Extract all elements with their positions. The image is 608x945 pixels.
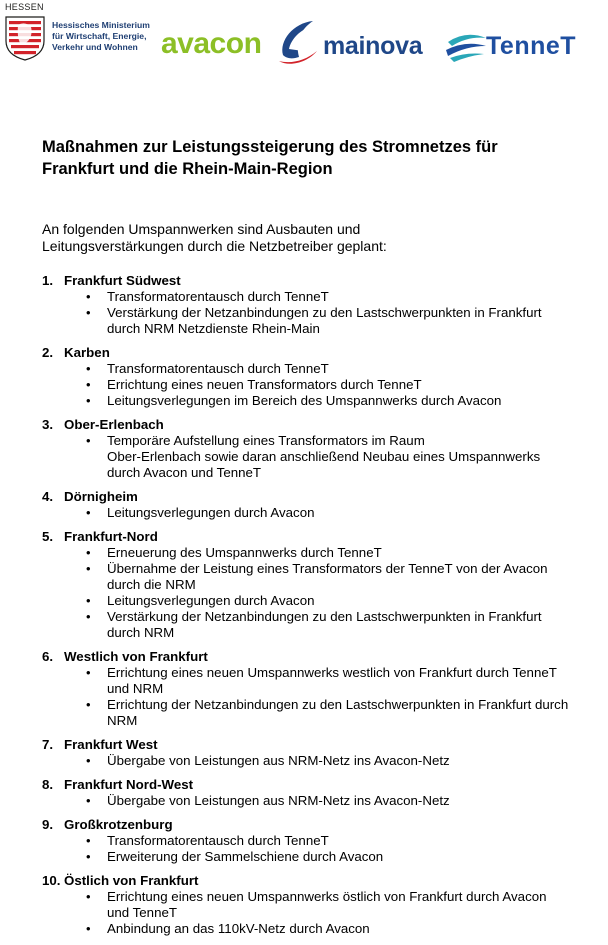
measure-line: NRM [107,713,138,728]
substation-name: Dörnigheim [64,489,138,504]
measure-line: durch NRM Netzdienste Rhein-Main [107,321,320,336]
substation-name: Frankfurt Südwest [64,273,181,288]
measure-item [42,665,582,697]
ministry-line: Verkehr und Wohnen [52,42,138,52]
measure-line: und NRM [107,681,164,696]
measure-item [42,793,582,809]
substation-number: 9. [42,817,54,832]
substation-number: 1. [42,273,54,288]
measure-line: • Erweiterung der Sammelschiene durch Avacon [107,849,384,864]
measure-item [42,833,582,849]
measure-item [42,305,582,337]
title-line: Maßnahmen zur Leistungssteigerung des Stromnetzes für [42,138,498,156]
substation-heading [42,649,582,665]
substation-item [42,817,582,865]
substation-number: 5. [42,529,54,544]
measure-list [42,753,582,769]
measure-line: • Verstärkung der Netzanbindungen zu den Lastschwerpunkten in Frankfurt [107,305,542,320]
document-body [42,136,582,945]
substation-name: Frankfurt West [64,737,158,752]
measure-line: • Leitungsverlegungen durch Avacon [107,593,315,608]
measure-line: • Verstärkung der Netzanbindungen zu den Lastschwerpunkten in Frankfurt [107,609,542,624]
substation-number: 3. [42,417,54,432]
hessen-wordmark: HESSEN [5,2,44,12]
tennet-logo: TenneT [486,32,577,60]
measure-line: und TenneT [107,905,177,920]
measure-line: • Erneuerung des Umspannwerks durch TenneT [107,545,382,560]
measure-line: • Temporäre Aufstellung eines Transformators im Raum [107,433,425,448]
measure-item [42,593,582,609]
measure-item [42,561,582,593]
substation-heading [42,817,582,833]
measure-list [42,545,582,641]
substation-heading [42,273,582,289]
ministry-name [52,20,162,53]
substation-number: 8. [42,777,54,792]
logo-strip [0,0,608,90]
substation-item [42,737,582,769]
substation-number: 2. [42,345,54,360]
substation-item [42,345,582,409]
measure-item [42,921,582,937]
substation-item [42,649,582,729]
measure-line: • Leitungsverlegungen im Bereich des Umspannwerks durch Avacon [107,393,502,408]
measure-line: • Errichtung eines neuen Umspannwerks westlich von Frankfurt durch TenneT [107,665,557,680]
substation-heading [42,489,582,505]
measure-line: • Transformatorentausch durch TenneT [107,361,329,376]
measure-list [42,889,582,937]
mainova-swoosh-icon [275,17,321,65]
measure-line: • Übernahme der Leistung eines Transformators der TenneT von der Avacon [107,561,548,576]
intro-line: An folgenden Umspannwerken sind Ausbauten und [42,221,361,237]
ministry-line: Hessisches Ministerium [52,20,150,30]
measure-line: • Errichtung eines neuen Umspannwerks östlich von Frankfurt durch Avacon [107,889,547,904]
measure-line: • Transformatorentausch durch TenneT [107,289,329,304]
substation-name: Westlich von Frankfurt [64,649,208,664]
substation-heading [42,737,582,753]
measure-line: • Übergabe von Leistungen aus NRM-Netz ins Avacon-Netz [107,793,450,808]
measure-item [42,545,582,561]
title-line: Frankfurt und die Rhein-Main-Region [42,160,333,178]
substation-item [42,489,582,521]
substation-heading [42,417,582,433]
substation-number: 10. [42,873,61,888]
substation-heading [42,873,582,889]
measure-list [42,833,582,865]
measure-line: durch NRM [107,625,175,640]
tennet-globe-icon [444,28,488,64]
measure-line: Ober-Erlenbach sowie daran anschließend Neubau eines Umspannwerks [107,449,541,464]
measure-line: durch die NRM [107,577,196,592]
measure-line: • Errichtung der Netzanbindungen zu den Lastschwerpunkten in Frankfurt durch [107,697,569,712]
substation-number: 7. [42,737,54,752]
substation-name: Großkrotzenburg [64,817,173,832]
document-title [42,136,582,180]
measure-list [42,433,582,481]
substation-item [42,417,582,481]
measure-line: durch Avacon und TenneT [107,465,262,480]
substation-heading [42,777,582,793]
measure-item [42,433,582,481]
substation-item [42,529,582,641]
measure-list [42,505,582,521]
substation-name: Frankfurt Nord-West [64,777,194,792]
measure-item [42,889,582,921]
substation-name: Östlich von Frankfurt [64,873,199,888]
measure-item [42,377,582,393]
substation-name: Karben [64,345,110,360]
measure-line: • Transformatorentausch durch TenneT [107,833,329,848]
substation-heading [42,345,582,361]
substation-list [42,273,582,937]
substation-number: 4. [42,489,54,504]
substation-item [42,273,582,337]
measure-item [42,849,582,865]
measure-list [42,361,582,409]
substation-item [42,873,582,937]
hessen-lion-shield-icon [4,15,46,61]
measure-item [42,753,582,769]
measure-line: • Anbindung an das 110kV-Netz durch Avacon [107,921,370,936]
substation-number: 6. [42,649,54,664]
substation-name: Ober-Erlenbach [64,417,164,432]
measure-item [42,289,582,305]
mainova-logo: mainova [323,32,423,60]
measure-list [42,665,582,729]
avacon-logo: avacon [161,27,262,60]
measure-item [42,505,582,521]
measure-list [42,289,582,337]
intro-line: Leitungsverstärkungen durch die Netzbetreiber geplant: [42,238,387,254]
measure-item [42,697,582,729]
measure-item [42,393,582,409]
measure-line: • Leitungsverlegungen durch Avacon [107,505,315,520]
intro-paragraph [42,221,402,255]
measure-item [42,609,582,641]
ministry-line: für Wirtschaft, Energie, [52,31,147,41]
substation-name: Frankfurt-Nord [64,529,158,544]
substation-item [42,777,582,809]
measure-line: • Errichtung eines neuen Transformators durch TenneT [107,377,422,392]
substation-heading [42,529,582,545]
measure-line: • Übergabe von Leistungen aus NRM-Netz ins Avacon-Netz [107,753,450,768]
measure-list [42,793,582,809]
measure-item [42,361,582,377]
